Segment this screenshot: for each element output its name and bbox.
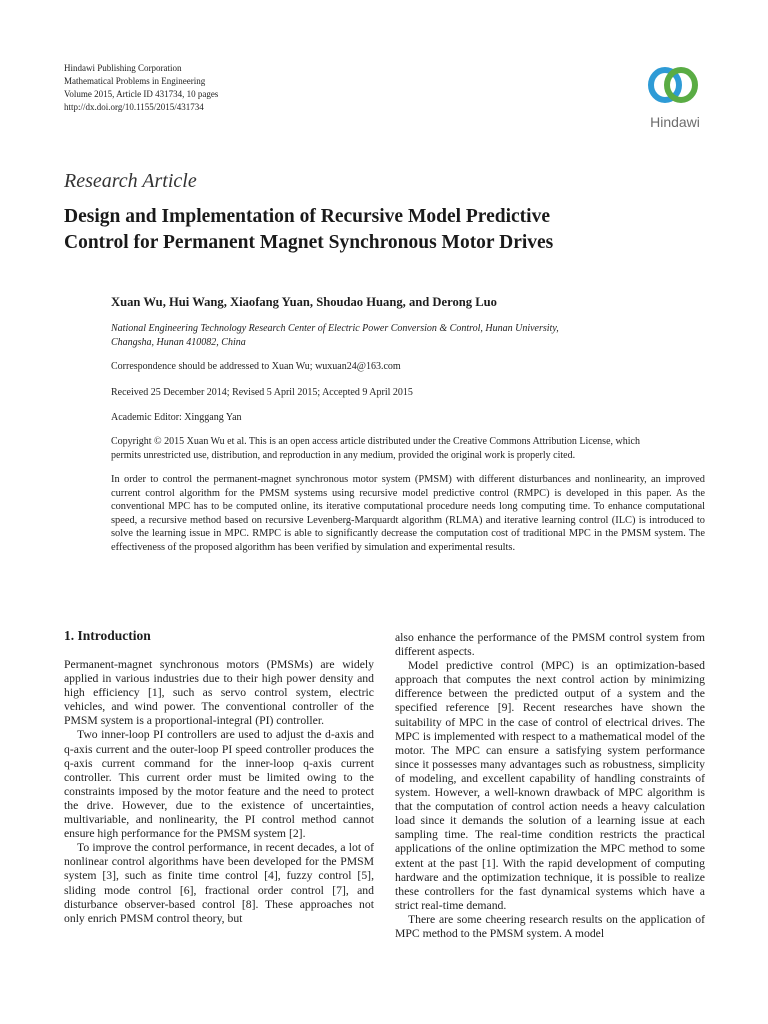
hindawi-logo-icon bbox=[635, 60, 715, 140]
copyright-notice bbox=[111, 435, 706, 463]
affiliation-line-1: National Engineering Technology Research Center of Electric Power Conversion & Control, Hunan University, bbox=[111, 323, 559, 334]
body-column-left bbox=[64, 658, 374, 926]
article-type: Research Article bbox=[64, 170, 197, 192]
journal-name: Mathematical Problems in Engineering bbox=[64, 76, 206, 86]
doi-link[interactable]: http://dx.doi.org/10.1155/2015/431734 bbox=[64, 102, 204, 112]
title-line-2: Control for Permanent Magnet Synchronous Motor Drives bbox=[64, 232, 554, 253]
received-dates: Received 25 December 2014; Revised 5 April 2015; Accepted 9 April 2015 bbox=[111, 387, 413, 398]
affiliation bbox=[111, 322, 706, 350]
paragraph: To improve the control performance, in recent decades, a lot of nonlinear control algorithms have been developed for the PMSM system [3], such as finite time control [4], fuzzy control [5], sliding mode control [6], fractional order control [7], and disturbance observer-based control [8]. These approaches not only enrich PMSM control theory, but bbox=[64, 841, 374, 925]
logo-wordmark: Hindawi bbox=[650, 114, 700, 130]
section-heading: 1. Introduction bbox=[64, 628, 151, 643]
paragraph: Permanent-magnet synchronous motors (PMSMs) are widely applied in various industries due to their high power density and high efficiency [1], such as servo control system, electric vehicles, and wind power. The conventional controller of the PMSM system is a proportional-integral (PI) controller. bbox=[64, 658, 374, 728]
copyright-line-1: Copyright © 2015 Xuan Wu et al. This is an open access article distributed under the Creative Commons Attribution License, which bbox=[111, 436, 640, 447]
paragraph: Two inner-loop PI controllers are used to adjust the d-axis and q-axis current and the outer-loop PI speed controller produces the q-axis current command for the inner-loop q-axis current controller. This current order must be limited owing to the constraints imposed by the motor feature and the need to protect the drive. However, due to the existence of uncertainties, multivariable, and nonlinearity, the PI control method cannot ensure high performance for the PMSM system [2]. bbox=[64, 728, 374, 841]
body-column-right bbox=[395, 631, 705, 941]
academic-editor: Academic Editor: Xinggang Yan bbox=[111, 412, 242, 423]
author-list: Xuan Wu, Hui Wang, Xiaofang Yuan, Shoudao Huang, and Derong Luo bbox=[111, 295, 497, 309]
publisher: Hindawi Publishing Corporation bbox=[64, 63, 182, 73]
paragraph: also enhance the performance of the PMSM control system from different aspects. bbox=[395, 631, 705, 659]
affiliation-line-2: Changsha, Hunan 410082, China bbox=[111, 337, 246, 348]
paragraph: There are some cheering research results on the application of MPC method to the PMSM system. A model bbox=[395, 912, 705, 940]
copyright-line-2: permits unrestricted use, distribution, and reproduction in any medium, provided the original work is properly cited. bbox=[111, 450, 576, 461]
correspondence: Correspondence should be addressed to Xuan Wu; wuxuan24@163.com bbox=[111, 361, 401, 372]
journal-header bbox=[64, 62, 218, 114]
hindawi-logo bbox=[635, 60, 715, 140]
paragraph: Model predictive control (MPC) is an optimization-based approach that computes the next control action by minimizing difference between the predicted output of a system and the specified reference [9]. Recent researches have shown the suitability of MPC in the case of control of electrical drives. The MPC is implemented with respect to a mathematical model of the motor. The MPC can ensure a satisfying system performance since it possesses many advantages such as robustness, simplicity of modeling, and excellent capability of handling constraints of system. However, a well-known drawback of MPC algorithm is that the computation of control action needs a heavy calculation load since it demands the solution of a learning issue at each sampling time. The real-time condition restricts the practical applications of the online optimization the MPC method to some extent at the past [1]. With the rapid development of computing hardware and the optimization technique, it is possible to realize these controllers for the fast dynamical systems which have a strict real-time demand. bbox=[395, 659, 705, 912]
title-line-1: Design and Implementation of Recursive Model Predictive bbox=[64, 206, 550, 227]
article-title bbox=[64, 204, 714, 256]
abstract: In order to control the permanent-magnet synchronous motor system (PMSM) with different disturbances and nonlinearity, an improved current control algorithm for the PMSM systems using recursive model predictive control (RMPC) is developed in this paper. As the conventional MPC has to be computed online, its iterative computational procedure needs long computing time. To enhance computational speed, a recursive method based on recursive Levenberg-Marquardt algorithm (RLMA) and iterative learning control (ILC) is introduced to solve the learning issue in MPC. RMPC is able to significantly decrease the computation cost of traditional MPC in the PMSM system. The effectiveness of the proposed algorithm has been verified by simulation and experimental results. bbox=[111, 474, 705, 553]
volume-info: Volume 2015, Article ID 431734, 10 pages bbox=[64, 89, 219, 99]
